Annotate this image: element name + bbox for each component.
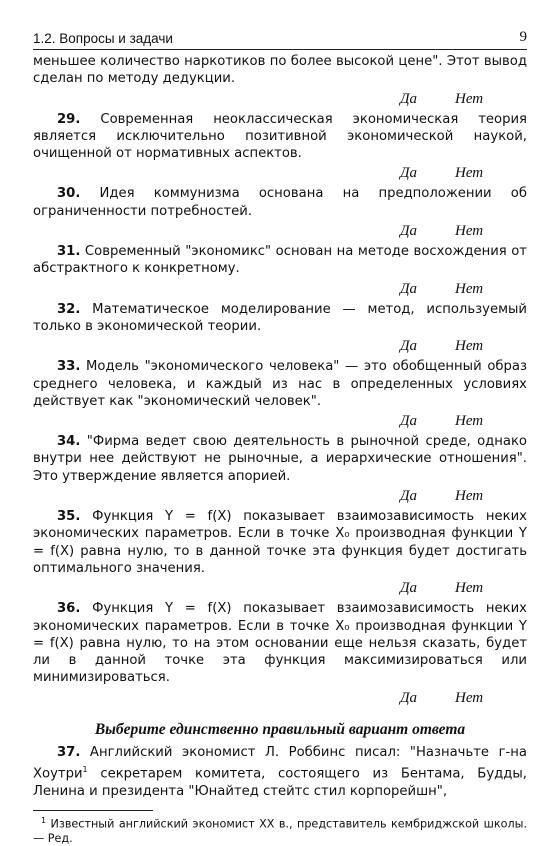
question-number: 35. (57, 509, 81, 525)
answer-yes: Да (399, 488, 417, 505)
question-number: 33. (57, 359, 81, 375)
answer-yes: Да (399, 223, 417, 240)
answer-no: Нет (455, 90, 484, 107)
section-heading: Выберите единственно правильный вариант ответа (94, 720, 466, 738)
question-37 (33, 744, 527, 800)
question-number: 34. (57, 434, 81, 450)
question-number: 37. (57, 745, 81, 761)
question-text-part-a: Английский экономист Л. Роббинс писал: "Назначьте г-на Хоутри (33, 745, 527, 782)
footnote-text: Известный английский экономист XX в., представитель кембриджской школы. — Ред. (33, 818, 527, 846)
footnote-number: 1 (41, 816, 47, 826)
question-text: Идея коммунизма основана на предположении об ограниченности потребностей. (33, 186, 527, 219)
footnote-divider (33, 810, 153, 811)
answer-row (33, 487, 527, 505)
question-number: 31. (57, 244, 81, 260)
answer-yes: Да (399, 338, 417, 355)
answer-yes: Да (399, 413, 417, 430)
answer-row (33, 222, 527, 240)
answer-row (33, 689, 527, 707)
answer-no: Нет (455, 580, 484, 597)
question-text: Функция Y = f(X) показывает взаимозависимость неких экономических параметров. Если в точке X₀ производная функции Y = f(X) равна нулю, то в данной точке эта функция будет достигать оптимального значения. (33, 509, 527, 576)
question-36 (33, 600, 527, 686)
answer-no: Нет (455, 488, 484, 505)
answer-row (33, 337, 527, 355)
question-33 (33, 358, 527, 410)
question-34 (33, 433, 527, 485)
answer-row (33, 280, 527, 298)
answer-no: Нет (455, 223, 484, 240)
question-text: Математическое моделирование — метод, используемый только в экономической теории. (33, 301, 527, 334)
question-number: 32. (57, 301, 81, 317)
answer-no: Нет (455, 413, 484, 430)
answer-row (33, 90, 527, 108)
answer-yes: Да (399, 90, 417, 107)
answer-row (33, 579, 527, 597)
answer-no: Нет (455, 338, 484, 355)
page-body (33, 53, 527, 846)
answer-row (33, 164, 527, 182)
answer-row (33, 412, 527, 430)
footnote (33, 814, 527, 846)
answer-no: Нет (455, 689, 484, 706)
question-32 (33, 301, 527, 336)
question-text: Современная неоклассическая экономическая теория является исключительно позитивной экономической наукой, очищенной от нормативных аспектов. (33, 111, 527, 162)
question-text: Модель "экономического человека" — это обобщенный образ среднего человека, и каждый из нас в определенных условиях действует как "экономический человек". (33, 359, 527, 409)
document-page (33, 28, 527, 846)
answer-yes: Да (399, 280, 417, 297)
question-number: 36. (57, 601, 81, 617)
question-30 (33, 185, 527, 220)
section-title: 1.2. Вопросы и задачи (33, 31, 173, 46)
intro-text: меньшее количество наркотиков по более высокой цене". Этот вывод сделан по методу дедукции. (33, 54, 527, 87)
question-31 (33, 243, 527, 278)
footnote-marker: 1 (82, 765, 88, 775)
running-header (33, 28, 527, 50)
question-number: 29. (57, 111, 81, 127)
answer-no: Нет (455, 280, 484, 297)
question-number: 30. (57, 186, 81, 202)
question-text: Функция Y = f(X) показывает взаимозависимость неких экономических параметров. Если в точке X₀ производная функции Y = f(X) равна нулю, то на этом основании еще нельзя сказать, будет ли в данной точке эта функция максимизироваться или минимизироваться. (33, 601, 527, 686)
answer-yes: Да (399, 580, 417, 597)
question-35 (33, 508, 527, 577)
question-text: Современный "экономикс" основан на методе восхождения от абстрактного к конкретному. (33, 244, 527, 277)
question-text: "Фирма ведет свою деятельность в рыночной среде, однако внутри нее действуют не рыночные, а иерархические отношения". Это утверждение является апорией. (33, 434, 527, 484)
answer-no: Нет (455, 165, 484, 182)
answer-yes: Да (399, 689, 417, 706)
answer-yes: Да (399, 165, 417, 182)
question-text-part-b: секретарем комитета, состоящего из Бентама, Будды, Ленина и президента "Юнайтед стейтс стил корпорейшн", (33, 766, 527, 799)
page-number: 9 (519, 29, 527, 45)
question-29 (33, 111, 527, 163)
